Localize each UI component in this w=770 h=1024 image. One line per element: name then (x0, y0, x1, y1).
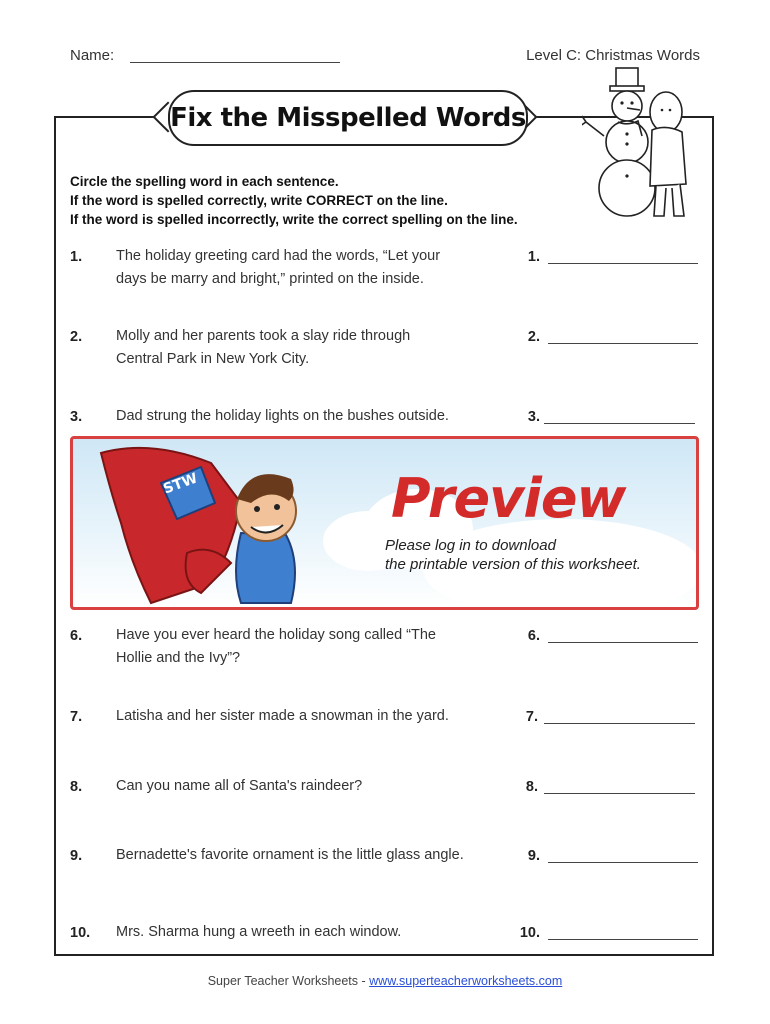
question-10-number: 10. (70, 925, 91, 941)
answer-1-number: 1. (527, 249, 540, 265)
question-2-text (116, 325, 511, 371)
worksheet-title: Fix the Misspelled Words (168, 90, 528, 146)
answer-8-number: 8. (525, 779, 538, 795)
question-2-line-1: Molly and her parents took a slay ride through (116, 328, 411, 344)
mascot-badge: STW (161, 470, 200, 498)
answer-10-number: 10. (519, 925, 540, 941)
answer-7-line[interactable] (544, 723, 695, 724)
level-label: Level C: Christmas Words (526, 47, 700, 64)
question-8-number: 8. (70, 779, 83, 795)
question-7-number: 7. (70, 709, 83, 725)
answer-7-number: 7. (525, 709, 538, 725)
question-8-text (116, 775, 511, 798)
preview-title: Preview (391, 467, 626, 530)
question-9-number: 9. (70, 848, 83, 864)
answer-3-line[interactable] (544, 423, 695, 424)
answer-10-line[interactable] (548, 939, 698, 940)
question-9-text (116, 844, 516, 867)
question-10-line-1: Mrs. Sharma hung a wreeth in each window. (116, 924, 402, 940)
answer-2-number: 2. (527, 329, 540, 345)
answer-9-line[interactable] (548, 862, 698, 863)
question-7-text (116, 705, 511, 728)
answer-1-line[interactable] (548, 263, 698, 264)
question-1-line-2: days be marry and bright,” printed on the inside. (116, 271, 424, 287)
question-3-line-1: Dad strung the holiday lights on the bushes outside. (116, 408, 449, 424)
question-6-line-1: Have you ever heard the holiday song called “The (116, 627, 436, 643)
footer-text: Super Teacher Worksheets - (207, 974, 370, 988)
question-6-text (116, 624, 511, 670)
question-9-line-1: Bernadette's favorite ornament is the little glass angle. (116, 847, 464, 863)
question-1-line-1: The holiday greeting card had the words, “Let your (116, 248, 441, 264)
question-10-text (116, 921, 511, 944)
question-7-line-1: Latisha and her sister made a snowman in the yard. (116, 708, 449, 724)
preview-line-2: the printable version of this worksheet. (385, 556, 641, 573)
superhero-mascot-icon (91, 443, 321, 608)
answer-2-line[interactable] (548, 343, 698, 344)
footer-link[interactable]: www.superteacherworksheets.com (369, 974, 563, 988)
question-8-line-1: Can you name all of Santa's raindeer? (116, 778, 363, 794)
name-input-line[interactable] (130, 62, 340, 63)
question-2-number: 2. (70, 329, 83, 345)
snowman-illustration-icon (582, 66, 698, 222)
instruction-line-3: If the word is spelled incorrectly, write the correct spelling on the line. (70, 212, 518, 227)
instruction-line-1: Circle the spelling word in each sentence. (70, 174, 339, 189)
name-label: Name: (70, 47, 115, 64)
answer-9-number: 9. (527, 848, 540, 864)
preview-banner[interactable] (70, 436, 699, 610)
question-6-number: 6. (70, 628, 83, 644)
preview-line-1: Please log in to download (385, 537, 556, 554)
answer-3-number: 3. (527, 409, 540, 425)
question-2-line-2: Central Park in New York City. (116, 351, 310, 367)
instruction-line-2: If the word is spelled correctly, write CORRECT on the line. (70, 193, 448, 208)
question-3-number: 3. (70, 409, 83, 425)
answer-6-line[interactable] (548, 642, 698, 643)
question-1-number: 1. (70, 249, 83, 265)
question-3-text (116, 405, 511, 428)
answer-6-number: 6. (527, 628, 540, 644)
footer (0, 974, 770, 988)
question-1-text (116, 245, 511, 291)
question-6-line-2: Hollie and the Ivy”? (116, 650, 241, 666)
answer-8-line[interactable] (544, 793, 695, 794)
